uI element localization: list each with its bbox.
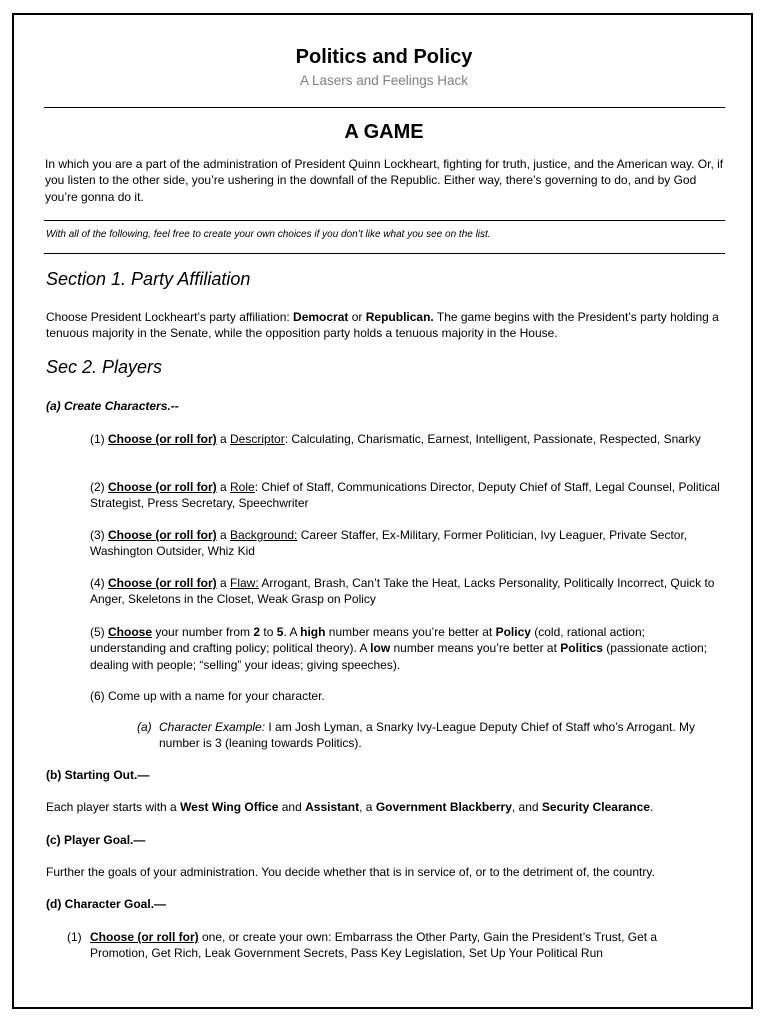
divider-top <box>44 107 725 108</box>
divider-note-bottom <box>44 253 725 254</box>
player-goal-heading: (c) Player Goal.— <box>46 833 146 847</box>
list-item-descriptor: (1) Choose (or roll for) a Descriptor: Calculating, Charismatic, Earnest, Intelligent, Passionate, Respected, Snarky <box>90 432 701 446</box>
section-1-heading: Section 1. Party Affiliation <box>46 269 251 289</box>
starting-out-paragraph: Each player starts with a West Wing Office and Assistant, a Government Blackberry, and Security Clearance. <box>46 800 654 814</box>
term-role: Role <box>230 480 255 494</box>
republican-option: Republican. <box>365 310 434 324</box>
character-example: (a) Character Example: I am Josh Lyman, a Snarky Ivy-League Deputy Chief of Staff who’s Arrogant. My number is 3 (leaning towards Politics). <box>137 720 696 751</box>
character-goal-heading: (d) Character Goal.— <box>46 897 167 911</box>
party-affiliation-paragraph: Choose President Lockheart’s party affiliation: Democrat or Republican. The game begins with the President’s party holding a tenuous majority in the Senate, while the opposition party holds a tenuous majority in the House. <box>46 310 719 341</box>
democrat-option: Democrat <box>293 310 349 324</box>
note-text: With all of the following, feel free to create your own choices if you don’t like what you see on the list. <box>46 229 491 240</box>
term-descriptor: Descriptor <box>230 432 285 446</box>
list-item-number: (5) Choose your number from 2 to 5. A high number means you’re better at Policy (cold, rational action; understanding and crafting policy; political theory). A low number means you’re better at Politics (passionate action; dealing with people; “selling” your ideas; giving speeches). <box>90 625 708 672</box>
document-title: Politics and Policy <box>295 46 473 68</box>
create-characters-heading: (a) Create Characters.-- <box>46 399 179 413</box>
player-goal-paragraph: Further the goals of your administration. You decide whether that is in service of, or to the detriment of, the country. <box>46 865 655 879</box>
list-item-name: (6) Come up with a name for your character. <box>90 689 325 703</box>
document-subtitle: A Lasers and Feelings Hack <box>299 73 469 88</box>
game-heading: A GAME <box>344 121 424 143</box>
starting-out-heading: (b) Starting Out.— <box>46 768 150 782</box>
intro-paragraph: In which you are a part of the administration of President Quinn Lockheart, fighting for truth, justice, and the American way. Or, if you listen to the other side, you’re ushering in the downfall of the Republic. Either way, there’s governing to do, and by God you’re gonna do it. <box>45 157 724 204</box>
list-item-background: (3) Choose (or roll for) a Background: Career Staffer, Ex-Military, Former Politician, Ivy Leaguer, Private Sector, Washington Outsider, Whiz Kid <box>90 528 688 559</box>
section-2-heading: Sec 2. Players <box>46 357 163 377</box>
list-item-flaw: (4) Choose (or roll for) a Flaw: Arrogant, Brash, Can’t Take the Heat, Lacks Personality, Politically Incorrect, Quick to Anger, Skeletons in the Closet, Weak Grasp on Policy <box>90 576 715 607</box>
term-background: Background: <box>230 528 298 542</box>
character-goal-item: (1) Choose (or roll for) one, or create your own: Embarrass the Other Party, Gain the President’s Trust, Get a Promotion, Get Rich, Leak Government Secrets, Pass Key Legislation, Set Up Your Political Run <box>67 930 658 961</box>
term-flaw: Flaw: <box>230 576 259 590</box>
divider-note-top <box>44 220 725 221</box>
list-item-role: (2) Choose (or roll for) a Role: Chief of Staff, Communications Director, Deputy Chief of Staff, Legal Counsel, Political Strategist, Press Secretary, Speechwriter <box>90 480 720 511</box>
